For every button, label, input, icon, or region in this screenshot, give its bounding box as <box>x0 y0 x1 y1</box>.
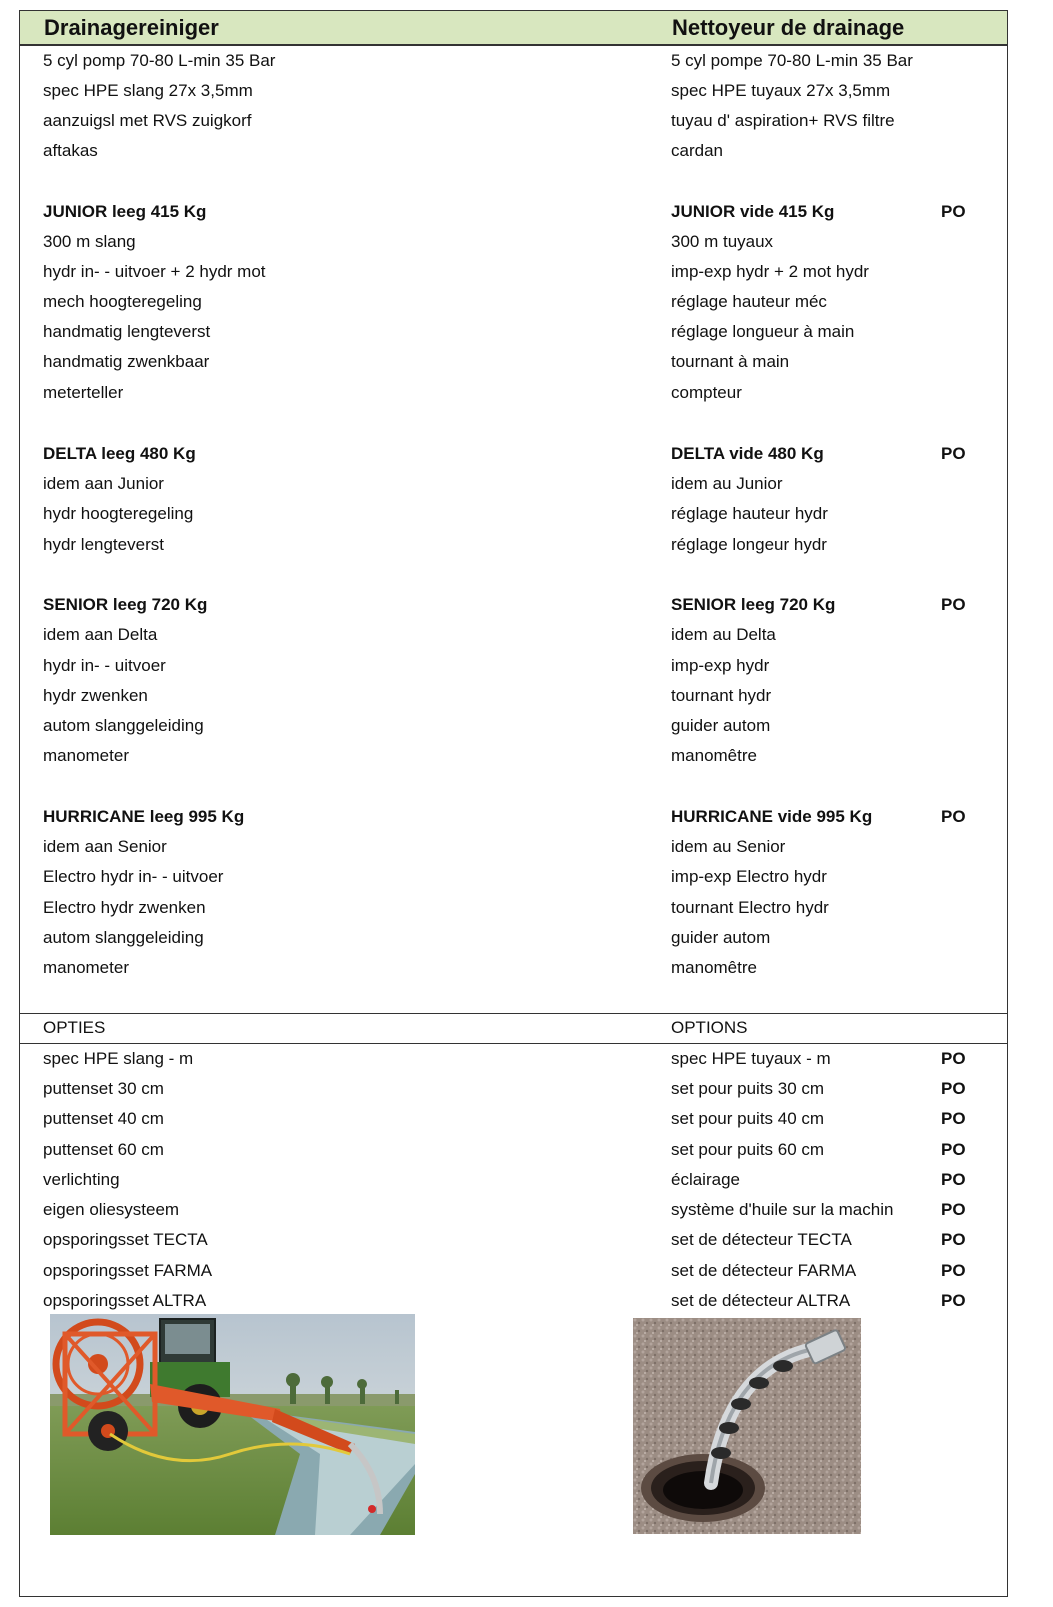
feature-row <box>19 620 1008 650</box>
option-row <box>19 1135 1008 1165</box>
feature-row <box>19 953 1008 983</box>
feature-row <box>19 681 1008 711</box>
feature-nl: meterteller <box>43 383 124 402</box>
feature-fr: compteur <box>671 383 742 402</box>
feature-fr: idem au Senior <box>671 837 786 856</box>
feature-nl: idem aan Senior <box>43 837 167 856</box>
tractor-drain-cleaner-photo <box>50 1314 415 1535</box>
feature-fr: manomêtre <box>671 958 757 977</box>
model-heading-junior <box>19 197 1008 227</box>
option-fr: spec HPE tuyaux - m <box>671 1049 831 1068</box>
feature-fr: réglage longueur à main <box>671 322 855 341</box>
option-nl: opsporingsset TECTA <box>43 1230 208 1249</box>
feature-fr: tournant hydr <box>671 686 772 705</box>
feature-nl: handmatig lengteverst <box>43 322 211 341</box>
model-name-nl: SENIOR leeg 720 Kg <box>43 595 208 614</box>
feature-fr: imp-exp hydr + 2 mot hydr <box>671 262 869 281</box>
option-nl: verlichting <box>43 1170 120 1189</box>
option-fr: set de détecteur FARMA <box>671 1261 857 1280</box>
model-heading-senior <box>19 590 1008 620</box>
spec-fr: spec HPE tuyaux 27x 3,5mm <box>671 81 891 100</box>
model-name-nl: DELTA leeg 480 Kg <box>43 444 196 463</box>
spec-row <box>19 76 1008 106</box>
feature-nl: idem aan Delta <box>43 625 158 644</box>
feature-nl: autom slanggeleiding <box>43 716 204 735</box>
feature-row <box>19 257 1008 287</box>
spec-fr: 5 cyl pompe 70-80 L-min 35 Bar <box>671 51 913 70</box>
feature-row <box>19 651 1008 681</box>
price-cell: PO <box>941 1109 966 1128</box>
model-name-fr: JUNIOR vide 415 Kg <box>671 202 835 221</box>
feature-nl: hydr in- - uitvoer <box>43 656 166 675</box>
feature-nl: 300 m slang <box>43 232 136 251</box>
model-name-fr: SENIOR leeg 720 Kg <box>671 595 836 614</box>
option-row <box>19 1074 1008 1104</box>
feature-nl: hydr hoogteregeling <box>43 504 194 523</box>
option-fr: éclairage <box>671 1170 740 1189</box>
feature-fr: imp-exp Electro hydr <box>671 867 827 886</box>
feature-nl: hydr lengteverst <box>43 535 164 554</box>
spec-fr: tuyau d' aspiration+ RVS filtre <box>671 111 895 130</box>
price-cell: PO <box>941 1170 966 1189</box>
option-fr: set pour puits 60 cm <box>671 1140 825 1159</box>
feature-row <box>19 347 1008 377</box>
feature-fr: manomêtre <box>671 746 757 765</box>
option-row <box>19 1195 1008 1225</box>
feature-fr: tournant à main <box>671 352 790 371</box>
price-cell: PO <box>941 1140 966 1159</box>
spec-nl: 5 cyl pomp 70-80 L-min 35 Bar <box>43 51 276 70</box>
title-dutch: Drainagereiniger <box>44 15 219 40</box>
feature-nl: mech hoogteregeling <box>43 292 202 311</box>
model-name-fr: HURRICANE vide 995 Kg <box>671 807 873 826</box>
feature-row <box>19 923 1008 953</box>
feature-fr: imp-exp hydr <box>671 656 770 675</box>
feature-fr: guider autom <box>671 716 771 735</box>
feature-row <box>19 469 1008 499</box>
feature-fr: guider autom <box>671 928 771 947</box>
feature-nl: manometer <box>43 746 129 765</box>
model-name-nl: JUNIOR leeg 415 Kg <box>43 202 207 221</box>
option-row <box>19 1104 1008 1134</box>
price-cell: PO <box>941 1079 966 1098</box>
model-name-nl: HURRICANE leeg 995 Kg <box>43 807 245 826</box>
feature-fr: tournant Electro hydr <box>671 898 829 917</box>
feature-nl: autom slanggeleiding <box>43 928 204 947</box>
price-cell: PO <box>941 1200 966 1219</box>
feature-fr: réglage hauteur hydr <box>671 504 828 523</box>
feature-fr: réglage hauteur méc <box>671 292 827 311</box>
model-name-fr: DELTA vide 480 Kg <box>671 444 824 463</box>
price-cell: PO <box>941 444 966 463</box>
option-row <box>19 1256 1008 1286</box>
option-fr: set de détecteur TECTA <box>671 1230 852 1249</box>
feature-nl: hydr zwenken <box>43 686 148 705</box>
feature-row <box>19 227 1008 257</box>
model-heading-delta <box>19 439 1008 469</box>
spec-row <box>19 136 1008 166</box>
feature-nl: hydr in- - uitvoer + 2 hydr mot <box>43 262 266 281</box>
spec-fr: cardan <box>671 141 723 160</box>
spec-nl: aftakas <box>43 141 98 160</box>
option-nl: opsporingsset ALTRA <box>43 1291 207 1310</box>
option-nl: puttenset 40 cm <box>43 1109 164 1128</box>
feature-nl: idem aan Junior <box>43 474 164 493</box>
feature-fr: 300 m tuyaux <box>671 232 774 251</box>
feature-row <box>19 741 1008 771</box>
option-row <box>19 1044 1008 1074</box>
feature-row <box>19 287 1008 317</box>
feature-fr: idem au Junior <box>671 474 783 493</box>
price-cell: PO <box>941 807 966 826</box>
option-fr: système d'huile sur la machin <box>671 1200 894 1219</box>
model-heading-hurricane <box>19 802 1008 832</box>
option-row <box>19 1286 1008 1316</box>
options-heading-nl: OPTIES <box>43 1018 106 1037</box>
option-nl: puttenset 30 cm <box>43 1079 164 1098</box>
price-cell: PO <box>941 1261 966 1280</box>
option-fr: set pour puits 40 cm <box>671 1109 825 1128</box>
option-row <box>19 1165 1008 1195</box>
feature-row <box>19 530 1008 560</box>
option-row <box>19 1225 1008 1255</box>
feature-row <box>19 832 1008 862</box>
feature-fr: idem au Delta <box>671 625 776 644</box>
option-fr: set de détecteur ALTRA <box>671 1291 851 1310</box>
option-nl: spec HPE slang - m <box>43 1049 194 1068</box>
option-fr: set pour puits 30 cm <box>671 1079 825 1098</box>
price-cell: PO <box>941 1230 966 1249</box>
price-cell: PO <box>941 202 966 221</box>
price-cell: PO <box>941 1049 966 1068</box>
feature-row <box>19 499 1008 529</box>
feature-fr: réglage longeur hydr <box>671 535 827 554</box>
feature-nl: handmatig zwenkbaar <box>43 352 210 371</box>
title-french: Nettoyeur de drainage <box>672 15 905 40</box>
spec-row <box>19 46 1008 76</box>
feature-nl: manometer <box>43 958 129 977</box>
feature-row <box>19 711 1008 741</box>
option-nl: opsporingsset FARMA <box>43 1261 213 1280</box>
feature-row <box>19 862 1008 892</box>
feature-row <box>19 378 1008 408</box>
feature-row <box>19 893 1008 923</box>
price-cell: PO <box>941 595 966 614</box>
manhole-nozzle-photo <box>633 1318 861 1534</box>
table-header <box>19 10 1008 46</box>
options-heading-fr: OPTIONS <box>671 1018 748 1037</box>
feature-nl: Electro hydr in- - uitvoer <box>43 867 224 886</box>
spec-nl: aanzuigsl met RVS zuigkorf <box>43 111 252 130</box>
spec-row <box>19 106 1008 136</box>
options-heading <box>19 1013 1008 1043</box>
option-nl: eigen oliesysteem <box>43 1200 180 1219</box>
spec-nl: spec HPE slang 27x 3,5mm <box>43 81 253 100</box>
feature-nl: Electro hydr zwenken <box>43 898 206 917</box>
feature-row <box>19 317 1008 347</box>
option-nl: puttenset 60 cm <box>43 1140 164 1159</box>
price-cell: PO <box>941 1291 966 1310</box>
